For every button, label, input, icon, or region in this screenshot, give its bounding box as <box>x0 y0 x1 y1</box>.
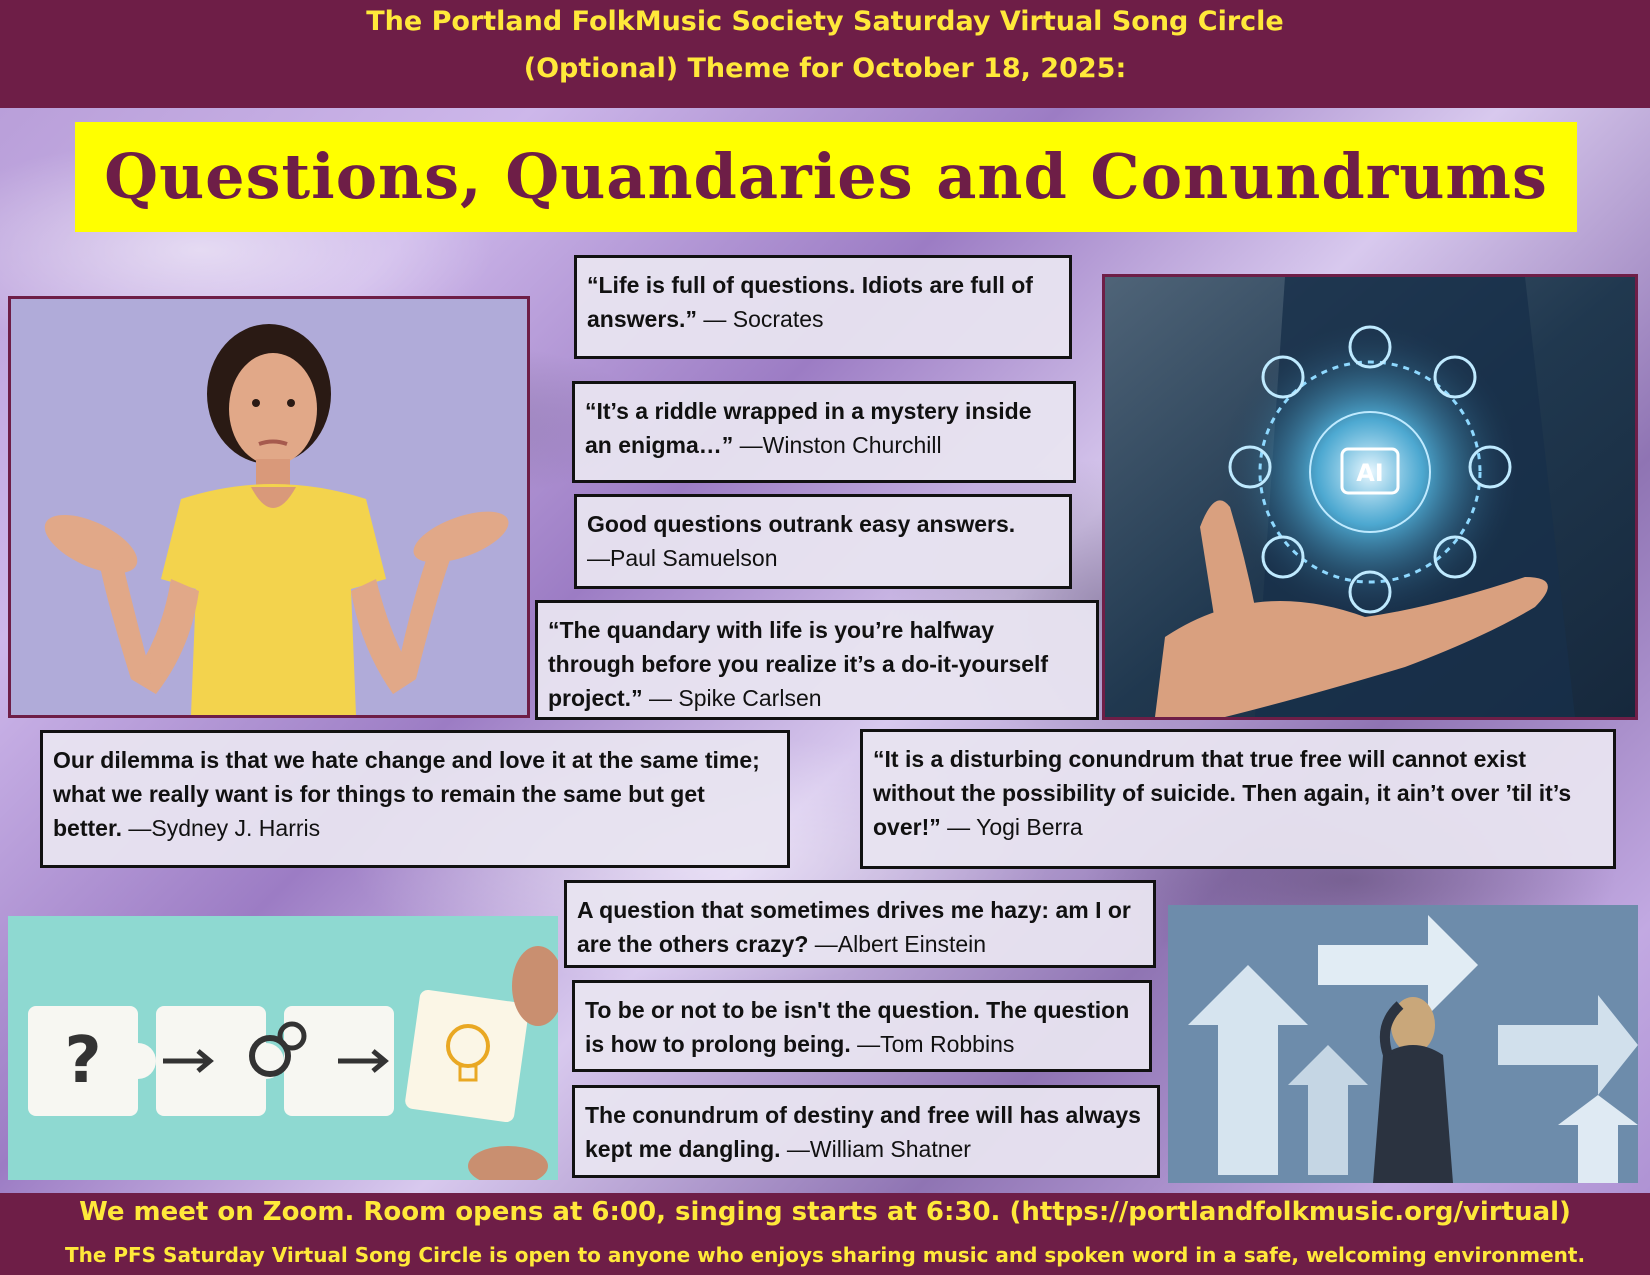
footer-band <box>0 1193 1650 1275</box>
theme-title: Questions, Quandaries and Conundrums <box>75 122 1577 232</box>
question-mark-icon: ? <box>64 1024 102 1098</box>
header-band <box>0 0 1650 108</box>
quote-author: —Albert Einstein <box>808 931 987 957</box>
quote-text: “The quandary with life is you’re halfway through before you realize it’s a do-it-yourself project.” <box>548 617 1049 711</box>
header-theme-date: (Optional) Theme for October 18, 2025: <box>523 53 1127 84</box>
quote-berra <box>860 729 1616 869</box>
quote-author: —William Shatner <box>780 1136 971 1162</box>
ai-hand-photo <box>1102 274 1638 720</box>
quote-samuelson <box>574 494 1072 589</box>
ai-network-illustration <box>1105 277 1635 717</box>
quote-author: —Paul Samuelson <box>587 545 778 571</box>
quote-harris <box>40 730 790 868</box>
quote-text: “It is a disturbing conundrum that true free will cannot exist without the possibility of suicide. Then again, it ain’t over ’til it’s over!” <box>873 746 1572 840</box>
quote-author: —Winston Churchill <box>733 432 942 458</box>
quote-text: To be or not to be isn't the question. The question is how to prolong being. <box>585 997 1130 1057</box>
quote-author: —Sydney J. Harris <box>122 815 321 841</box>
quote-author: —Tom Robbins <box>850 1031 1015 1057</box>
header-title: The Portland FolkMusic Society Saturday Virtual Song Circle <box>366 6 1284 37</box>
arrows-illustration <box>1168 905 1638 1183</box>
quote-author: — Socrates <box>696 306 824 332</box>
quote-text: Good questions outrank easy answers. <box>587 511 1016 537</box>
quote-churchill <box>572 381 1076 483</box>
meeting-info: We meet on Zoom. Room opens at 6:00, singing starts at 6:30. (https://portlandfolkmusic.org/virtual) <box>79 1197 1571 1227</box>
shrugging-woman-illustration <box>11 299 527 715</box>
quote-robbins <box>572 980 1152 1072</box>
ai-chip-label: AI <box>1356 459 1384 487</box>
quote-text: The conundrum of destiny and free will has always kept me dangling. <box>585 1102 1141 1162</box>
puzzle-pieces-photo <box>8 916 558 1180</box>
quote-text: “It’s a riddle wrapped in a mystery inside an enigma…” <box>585 398 1032 458</box>
quote-shatner <box>572 1085 1160 1178</box>
quote-carlsen <box>535 600 1099 720</box>
quote-einstein <box>564 880 1156 968</box>
quote-author: — Spike Carlsen <box>642 685 822 711</box>
quote-socrates <box>574 255 1072 359</box>
quote-text: Our dilemma is that we hate change and love it at the same time; what we really want is for things to remain the same but get better. <box>53 747 760 841</box>
shrugging-woman-photo <box>8 296 530 718</box>
quote-text: A question that sometimes drives me hazy: am I or are the others crazy? <box>577 897 1131 957</box>
arrows-woman-photo <box>1168 905 1638 1183</box>
quote-text: “Life is full of questions. Idiots are full of answers.” <box>587 272 1033 332</box>
quote-author: — Yogi Berra <box>940 814 1083 840</box>
puzzle-illustration <box>8 916 558 1180</box>
welcome-statement: The PFS Saturday Virtual Song Circle is open to anyone who enjoys sharing music and spoken word in a safe, welcoming environment. <box>64 1243 1586 1267</box>
